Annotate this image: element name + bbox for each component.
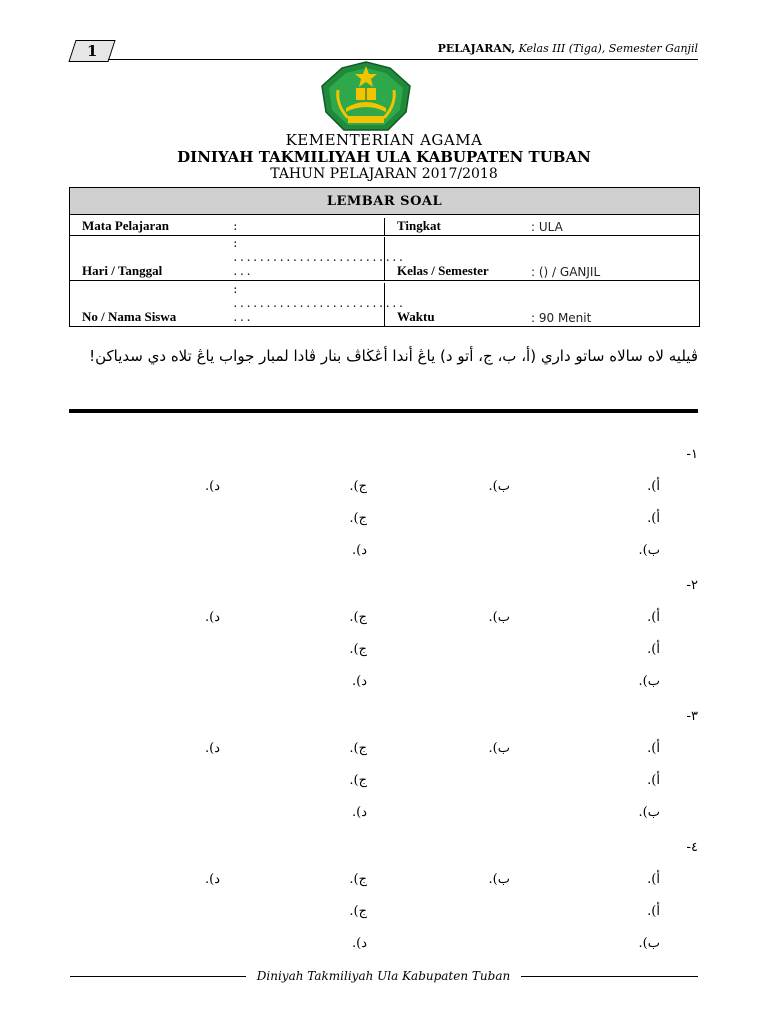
question-number: ٣- xyxy=(686,709,698,724)
answer-option: ب). xyxy=(638,674,660,689)
footer-text: Diniyah Takmiliyah Ula Kabupaten Tuban xyxy=(256,969,511,983)
identity-form xyxy=(69,187,700,327)
answer-option: ج). xyxy=(349,904,367,919)
answer-option: د). xyxy=(205,872,220,887)
answer-option: د). xyxy=(352,805,367,820)
question-number: ١- xyxy=(686,447,698,462)
answer-option: أ). xyxy=(647,872,660,887)
answer-option: ب). xyxy=(488,741,510,756)
question-number: ٢- xyxy=(686,578,698,593)
answer-option: د). xyxy=(205,479,220,494)
answer-option: أ). xyxy=(647,741,660,756)
kementerian-agama-emblem-icon xyxy=(318,60,414,134)
page-number: 1 xyxy=(86,42,98,60)
academic-year: TAHUN PELAJARAN 2017/2018 xyxy=(270,166,498,182)
answer-option: ب). xyxy=(488,872,510,887)
ministry-title: KEMENTERIAN AGAMA xyxy=(285,131,483,149)
date-field[interactable]: : .......................... ... xyxy=(232,237,405,278)
answer-option: أ). xyxy=(647,904,660,919)
answer-option: ج). xyxy=(349,872,367,887)
student-field[interactable]: : .......................... ... xyxy=(232,283,405,324)
answer-option: أ). xyxy=(647,773,660,788)
date-label: Hari / Tanggal xyxy=(82,263,163,278)
answer-option: ب). xyxy=(638,543,660,558)
answer-option: ب). xyxy=(638,936,660,951)
answer-option: د). xyxy=(205,610,220,625)
footer-rule-right xyxy=(521,976,698,977)
answer-option: د). xyxy=(352,674,367,689)
question-number: ٤- xyxy=(686,840,698,855)
level-label: Tingkat xyxy=(397,218,441,233)
subject-field[interactable]: : xyxy=(232,220,239,233)
running-head-subject: PELAJARAN, xyxy=(437,42,516,55)
answer-option: ب). xyxy=(488,479,510,494)
answer-option: ب). xyxy=(488,610,510,625)
class-semester-value: : () / GANJIL xyxy=(531,265,601,279)
answer-option: أ). xyxy=(647,511,660,526)
footer-rule-left xyxy=(70,976,246,977)
answer-option: ب). xyxy=(638,805,660,820)
answer-option: ج). xyxy=(349,741,367,756)
section-divider xyxy=(69,409,698,413)
answer-option: ج). xyxy=(349,610,367,625)
answer-option: ج). xyxy=(349,773,367,788)
time-value: : 90 Menit xyxy=(531,311,592,325)
answer-option: أ). xyxy=(647,479,660,494)
level-value: : ULA xyxy=(531,220,563,234)
running-head xyxy=(438,42,698,55)
subject-label: Mata Pelajaran xyxy=(82,218,170,233)
class-semester-label: Kelas / Semester xyxy=(397,263,489,278)
answer-option: ج). xyxy=(349,511,367,526)
answer-option: أ). xyxy=(647,610,660,625)
answer-option: ج). xyxy=(349,479,367,494)
answer-option: د). xyxy=(352,936,367,951)
school-title: DINIYAH TAKMILIYAH ULA KABUPATEN TUBAN xyxy=(177,148,591,166)
answer-option: ج). xyxy=(349,642,367,657)
instruction-text: ڤيليه لاه سالاه ساتو داري (أ، ب، ج، أتو د) ياڠ أندا أڠڬاڤ بنار ڤادا لمبار جواب ياڠ تلاه دي سدياكن! xyxy=(89,347,698,365)
answer-option: د). xyxy=(352,543,367,558)
student-label: No / Nama Siswa xyxy=(82,309,177,324)
answer-option: أ). xyxy=(647,642,660,657)
answer-option: د). xyxy=(205,741,220,756)
running-head-class: Kelas III (Tiga), Semester Ganjil xyxy=(515,42,698,55)
form-heading: LEMBAR SOAL xyxy=(70,188,700,215)
time-label: Waktu xyxy=(397,309,435,324)
